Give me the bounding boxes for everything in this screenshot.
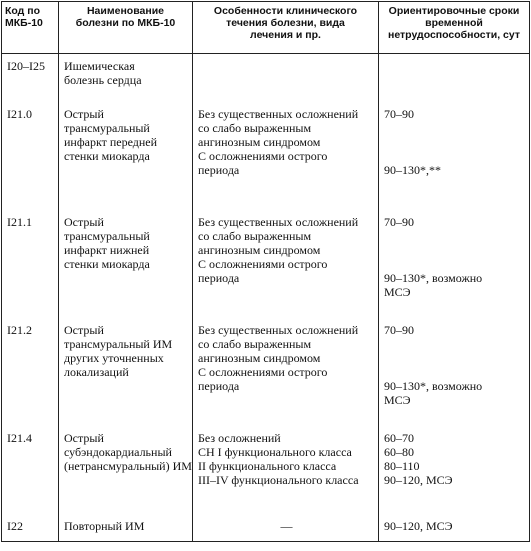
icd-code: I21.4 xyxy=(2,426,59,514)
table-row xyxy=(2,514,530,542)
disability-days: 60–70 60–80 80–110 90–120, МСЭ xyxy=(379,426,530,514)
clinical-features: Без существенных осложнений со слабо выраженным ангинозным синдромом С осложнениями острого периода xyxy=(193,318,379,426)
clinical-features: Без существенных осложнений со слабо выраженным ангинозным синдромом С осложнениями острого периода xyxy=(193,210,379,318)
disease-name: Острый трансмуральный инфаркт нижней стенки миокарда xyxy=(59,210,193,318)
clinical-features: Без существенных осложнений со слабо выраженным ангинозным синдромом С осложнениями острого периода xyxy=(193,102,379,210)
header-disability-terms: Ориентировочные сроки временной нетрудоспособности, сут xyxy=(379,2,530,54)
table-row xyxy=(2,102,530,210)
table-row xyxy=(2,318,530,426)
header-code: Код по МКБ-10 xyxy=(2,2,59,54)
clinical-features: — xyxy=(193,514,379,542)
table-row xyxy=(2,54,530,102)
icd-code: I21.2 xyxy=(2,318,59,426)
disability-terms-table xyxy=(1,1,530,542)
disability-days xyxy=(379,54,530,102)
icd-code: I21.0 xyxy=(2,102,59,210)
clinical-features xyxy=(193,54,379,102)
header-disease-name: Наименование болезни по МКБ-10 xyxy=(59,2,193,54)
header-row xyxy=(2,2,530,54)
disability-days: 90–120, МСЭ xyxy=(379,514,530,542)
disease-name: Повторный ИМ xyxy=(59,514,193,542)
table-row xyxy=(2,210,530,318)
disease-name: Острый трансмуральный инфаркт передней стенки миокарда xyxy=(59,102,193,210)
icd-code: I22 xyxy=(2,514,59,542)
clinical-features: Без осложнений СН I функционального класса II функционального класса III–IV функционального класса xyxy=(193,426,379,514)
disease-name: Ишемическая болезнь сердца xyxy=(59,54,193,102)
disease-name: Острый субэндокардиальный (нетрансмуральный) ИМ xyxy=(59,426,193,514)
table-row xyxy=(2,426,530,514)
icd-code: I21.1 xyxy=(2,210,59,318)
disease-name: Острый трансмуральный ИМ других уточненных локализаций xyxy=(59,318,193,426)
disability-days: 70–90 90–130*,** xyxy=(379,102,530,210)
icd-code: I20–I25 xyxy=(2,54,59,102)
disability-days: 70–90 90–130*, возможно МСЭ xyxy=(379,210,530,318)
header-clinical-features: Особенности клинического течения болезни, вида лечения и пр. xyxy=(193,2,379,54)
disability-days: 70–90 90–130*, возможно МСЭ xyxy=(379,318,530,426)
